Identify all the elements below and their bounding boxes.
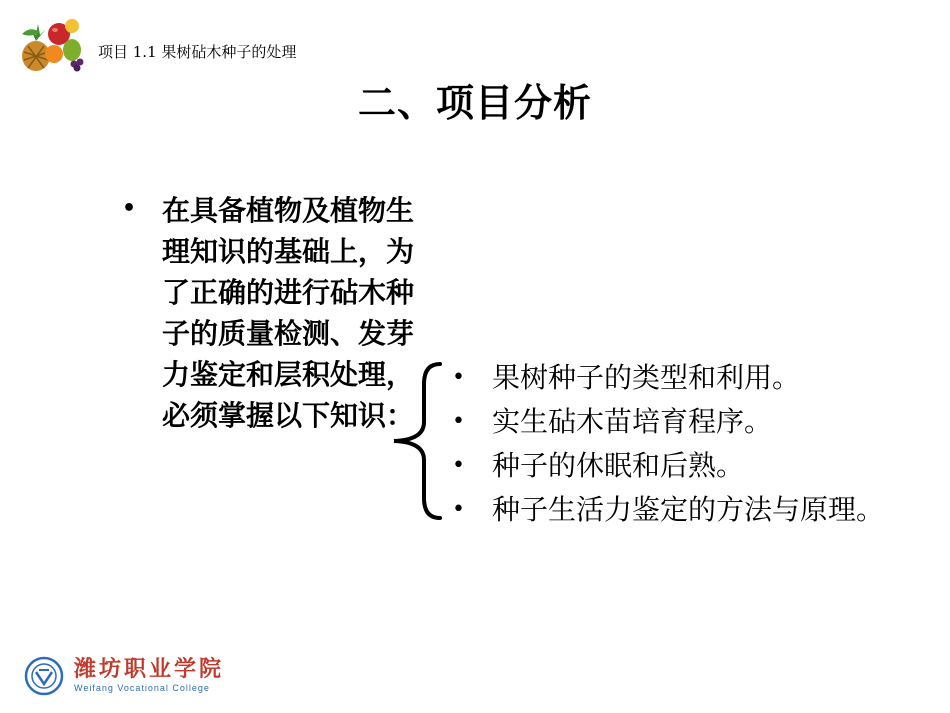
intro-text: 在具备植物及植物生理知识的基础上，为了正确的进行砧木种子的质量检测、发芽力鉴定和层积处理，必须掌握以下知识： xyxy=(162,194,415,432)
college-name xyxy=(74,656,234,694)
intro-bullet: • xyxy=(122,196,137,221)
knowledge-text: 种子生活力鉴定的方法与原理。 xyxy=(492,493,885,526)
fruit-basket-icon xyxy=(14,12,86,74)
knowledge-bullet: • xyxy=(452,365,465,390)
slide-title: 二、项目分析 xyxy=(357,81,592,125)
college-emblem-icon xyxy=(24,656,64,696)
knowledge-list xyxy=(452,356,922,532)
knowledge-bullet: • xyxy=(452,453,465,478)
college-name-en: Weifang Vocational College xyxy=(74,683,210,693)
knowledge-bullet: • xyxy=(452,409,465,434)
course-header: 项目 1.1 果树砧木种子的处理 xyxy=(98,43,297,61)
knowledge-item xyxy=(452,488,922,532)
knowledge-item xyxy=(452,356,922,400)
knowledge-bullet: • xyxy=(452,497,465,522)
curly-brace-icon xyxy=(388,360,448,522)
knowledge-item xyxy=(452,444,922,488)
knowledge-text: 种子的休眠和后熟。 xyxy=(492,449,745,482)
knowledge-item xyxy=(452,400,922,444)
college-name-cn: 潍坊职业学院 xyxy=(74,656,225,682)
knowledge-text: 果树种子的类型和利用。 xyxy=(492,361,801,394)
knowledge-text: 实生砧木苗培育程序。 xyxy=(492,405,773,438)
